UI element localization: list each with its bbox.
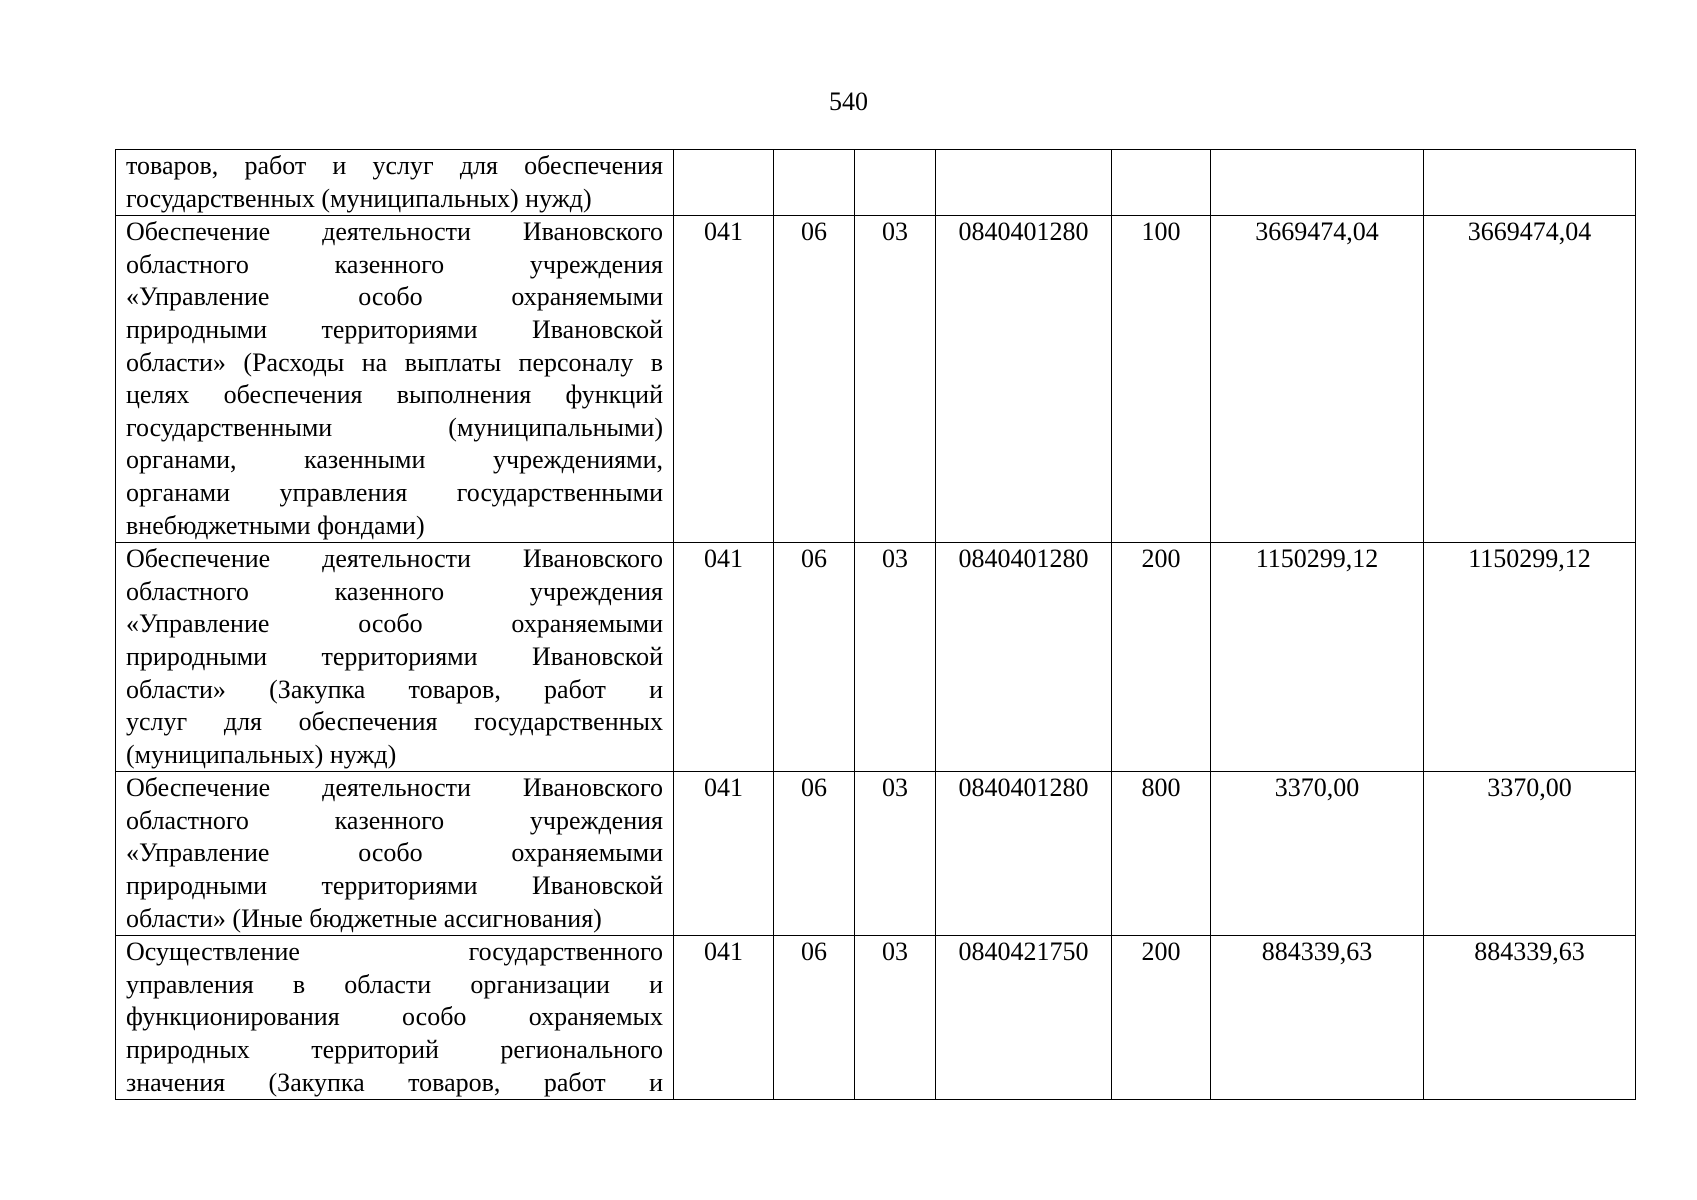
ministry-code-cell: 041: [674, 543, 774, 772]
expense-type-cell: 100: [1112, 216, 1211, 543]
ministry-code-cell: [674, 150, 774, 216]
description-line: внебюджетными фондами): [126, 510, 425, 540]
table-row: [116, 150, 1636, 216]
target-article-cell: 0840401280: [936, 216, 1112, 543]
description-line: областного казенного учреждения: [126, 576, 663, 606]
description-line: природными территориями Ивановской: [126, 314, 663, 344]
description-cell: [116, 772, 674, 936]
section-cell: [774, 150, 855, 216]
amount-1-cell: [1211, 150, 1424, 216]
description-line: целях обеспечения выполнения функций: [126, 380, 663, 410]
description-line: областного казенного учреждения: [126, 249, 663, 279]
description-line: «Управление особо охраняемыми: [126, 838, 663, 868]
description-line: области» (Расходы на выплаты персоналу в: [126, 347, 663, 377]
subsection-cell: [855, 150, 936, 216]
description-line: товаров, работ и услуг для обеспечения: [126, 151, 663, 180]
table-row: [116, 772, 1636, 936]
description-line: функционирования особо охраняемых: [126, 1002, 663, 1032]
amount-1-cell: 1150299,12: [1211, 543, 1424, 772]
target-article-cell: [936, 150, 1112, 216]
expense-type-cell: 200: [1112, 936, 1211, 1100]
description-cell: [116, 216, 674, 543]
amount-2-cell: 3370,00: [1424, 772, 1636, 936]
description-cell: [116, 150, 674, 216]
target-article-cell: 0840421750: [936, 936, 1112, 1100]
description-line: области» (Иные бюджетные ассигнования): [126, 903, 602, 933]
description-cell: [116, 543, 674, 772]
table-row: [116, 936, 1636, 1100]
description-line: (муниципальных) нужд): [126, 739, 397, 769]
target-article-cell: 0840401280: [936, 543, 1112, 772]
table-row: [116, 216, 1636, 543]
subsection-cell: 03: [855, 216, 936, 543]
description-line: услуг для обеспечения государственных: [126, 707, 663, 737]
section-cell: 06: [774, 543, 855, 772]
description-line: «Управление особо охраняемыми: [126, 282, 663, 312]
amount-2-cell: [1424, 150, 1636, 216]
subsection-cell: 03: [855, 543, 936, 772]
amount-1-cell: 3669474,04: [1211, 216, 1424, 543]
subsection-cell: 03: [855, 936, 936, 1100]
description-line: органами, казенными учреждениями,: [126, 445, 663, 475]
amount-1-cell: 884339,63: [1211, 936, 1424, 1100]
section-cell: 06: [774, 216, 855, 543]
description-line: природными территориями Ивановской: [126, 871, 663, 901]
description-line: Осуществление государственного: [126, 937, 663, 967]
subsection-cell: 03: [855, 772, 936, 936]
section-cell: 06: [774, 772, 855, 936]
description-line: управления в области организации и: [126, 969, 663, 999]
description-line: области» (Закупка товаров, работ и: [126, 674, 663, 704]
expense-type-cell: 200: [1112, 543, 1211, 772]
amount-2-cell: 1150299,12: [1424, 543, 1636, 772]
description-line: природных территорий регионального: [126, 1035, 663, 1065]
amount-2-cell: 884339,63: [1424, 936, 1636, 1100]
expense-type-cell: [1112, 150, 1211, 216]
section-cell: 06: [774, 936, 855, 1100]
target-article-cell: 0840401280: [936, 772, 1112, 936]
description-line: Обеспечение деятельности Ивановского: [126, 217, 663, 247]
table-row: [116, 543, 1636, 772]
ministry-code-cell: 041: [674, 772, 774, 936]
description-cell: [116, 936, 674, 1100]
description-line: природными территориями Ивановской: [126, 641, 663, 671]
description-line: органами управления государственными: [126, 477, 663, 507]
amount-1-cell: 3370,00: [1211, 772, 1424, 936]
description-line: государственными (муниципальными): [126, 412, 663, 442]
ministry-code-cell: 041: [674, 216, 774, 543]
ministry-code-cell: 041: [674, 936, 774, 1100]
expense-type-cell: 800: [1112, 772, 1211, 936]
description-line: Обеспечение деятельности Ивановского: [126, 544, 663, 574]
page-number: 540: [829, 87, 868, 116]
description-line: «Управление особо охраняемыми: [126, 609, 663, 639]
description-line: областного казенного учреждения: [126, 805, 663, 835]
description-line: значения (Закупка товаров, работ и: [126, 1067, 663, 1097]
budget-table: [115, 149, 1636, 1100]
description-line: государственных (муниципальных) нужд): [126, 183, 592, 213]
description-line: Обеспечение деятельности Ивановского: [126, 773, 663, 803]
amount-2-cell: 3669474,04: [1424, 216, 1636, 543]
